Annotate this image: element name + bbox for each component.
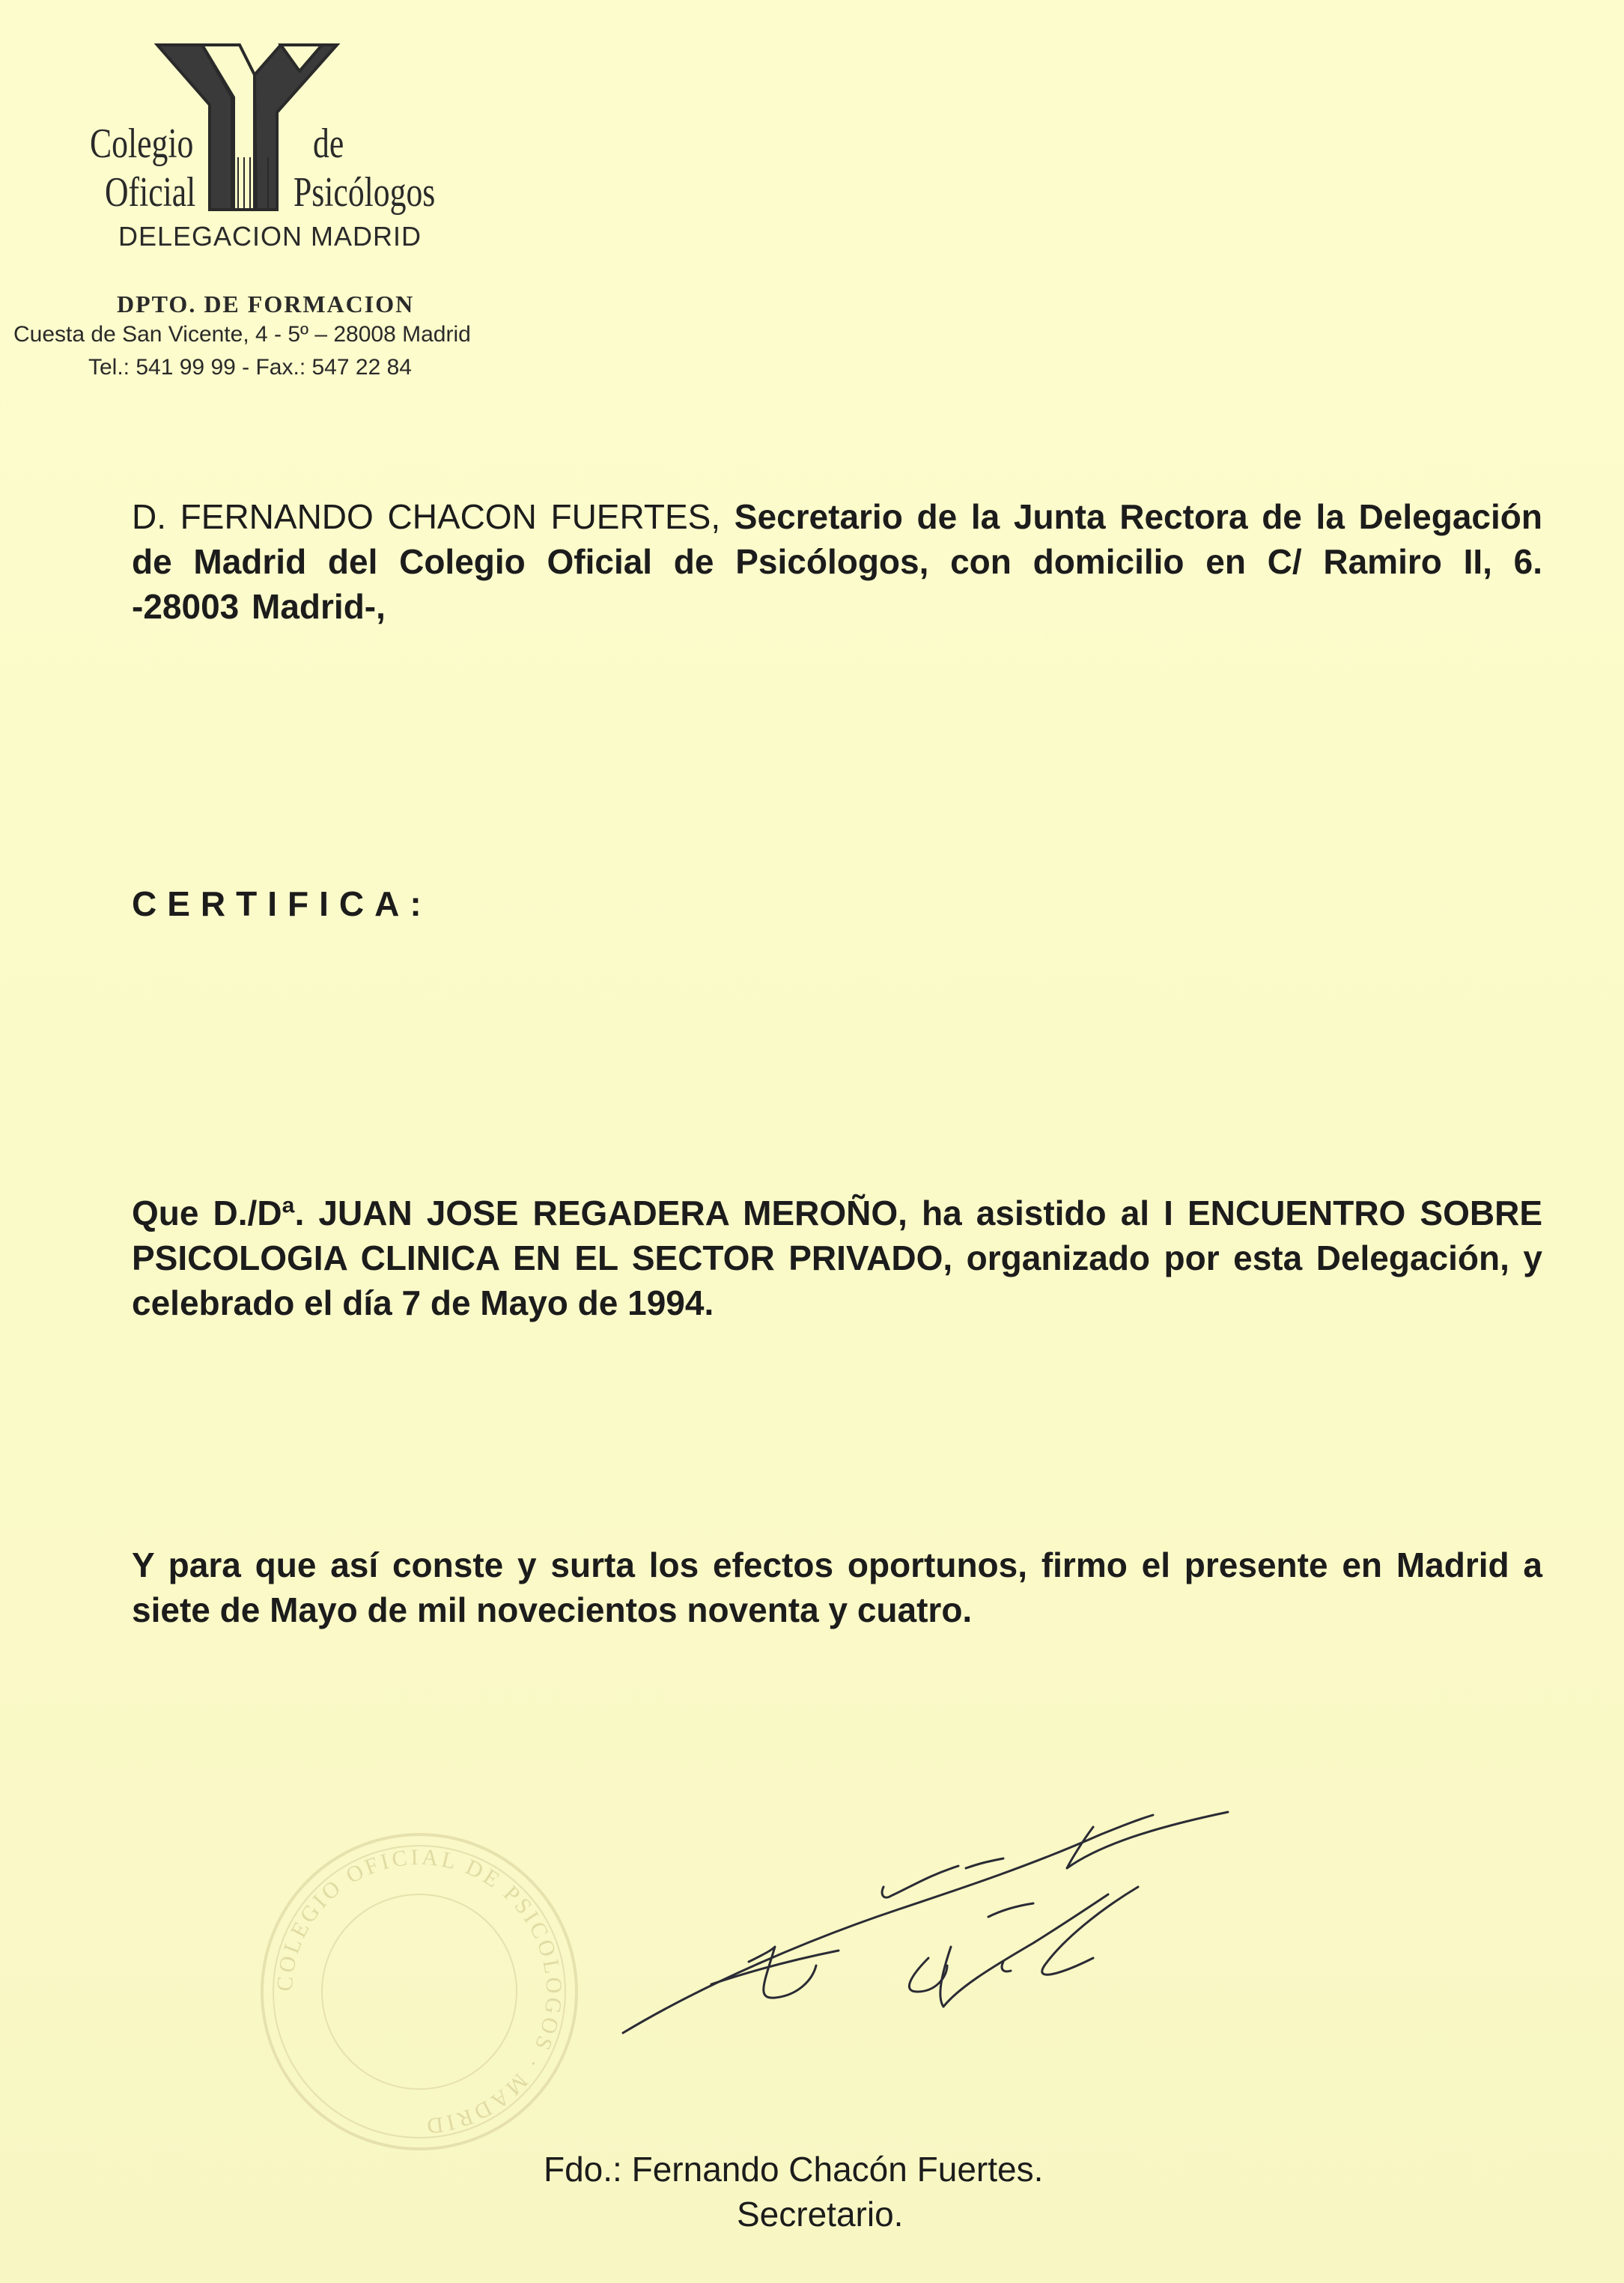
event-name: I ENCUENTRO SOBRE PSICOLOGIA CLINICA EN EL SECTOR PRIVADO, — [132, 1194, 1542, 1277]
attendee-name: D./Dª. JUAN JOSE REGADERA MEROÑO, — [213, 1194, 907, 1232]
logo-word-de: de — [313, 121, 344, 167]
closing-paragraph: Y para que así conste y surta los efectos oportunos, firmo el presente en Madrid a siete de Mayo de mil novecientos noventa y cuatro. — [132, 1545, 1542, 1629]
signatory-name: Fdo.: Fernando Chacón Fuertes. — [544, 2150, 1044, 2189]
seal-text-path: COLEGIO OFICIAL DE PSICOLOGOS · MADRID — [272, 1844, 567, 2139]
letterhead-phone: Tel.: 541 99 99 - Fax.: 547 22 84 — [88, 355, 412, 380]
intro-rest: Secretario de la Junta Rectora de la Delegación de Madrid del Colegio Oficial de Psicólogos, con domicilio en C/ Ramiro II, 6. -28003 Madrid-, — [132, 497, 1542, 626]
logo-word-colegio: Colegio — [90, 121, 194, 167]
que-prefix: Que — [132, 1194, 213, 1232]
signatory-role: Secretario. — [737, 2195, 904, 2234]
letterhead-department: DPTO. DE FORMACION — [117, 291, 415, 317]
logo-word-oficial: Oficial — [105, 169, 196, 216]
letterhead-address: Cuesta de San Vicente, 4 - 5º – 28008 Madrid — [13, 322, 471, 347]
handwritten-signature-icon — [614, 1797, 1243, 2052]
que-rest: organizado por esta Delegación, y celebrado el día 7 de Mayo de 1994. — [132, 1238, 1543, 1322]
logo-word-psicologos: Psicólogos — [294, 169, 436, 216]
official-seal-icon — [255, 1827, 584, 2156]
letterhead-delegacion: DELEGACION MADRID — [118, 221, 422, 252]
intro-paragraph — [132, 494, 1542, 629]
que-paragraph — [132, 1191, 1542, 1325]
certifica-heading: CERTIFICA: — [132, 884, 432, 923]
que-mid: ha asistido al — [907, 1194, 1164, 1232]
intro-name: D. FERNANDO CHACON FUERTES, — [132, 497, 721, 536]
